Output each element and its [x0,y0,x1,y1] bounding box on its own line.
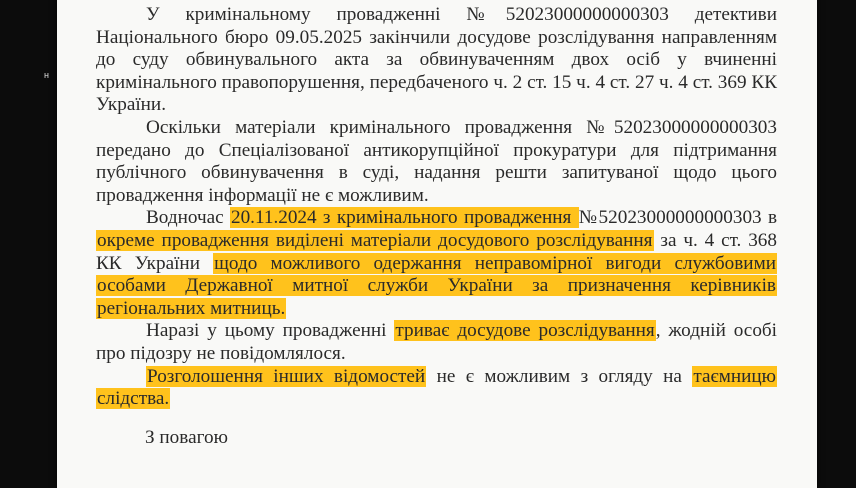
highlighted-separate-proceeding: окреме провадження виділені матеріали досудового розслідування [97,229,653,251]
highlighted-suspected-bribery: щодо можливого одержання неправомірної вигоди службовими особами Державної митної служби України за призначення керівників регіональних митниць. [97,252,776,319]
text-fragment: не є можливим з огляду на [426,365,693,387]
highlighted-disclosure: Розголошення інших відомостей [147,365,426,387]
highlighted-secrecy: таємницю слідства. [97,365,776,410]
text-fragment: №52023000000000303 в [578,207,778,229]
text-fragment: Наразі у цьому провадженні [146,320,395,342]
paragraph-separate-proceeding [96,207,777,320]
text-fragment: за ч. 4 ст. 368 КК України [96,229,777,274]
side-marker: н [44,70,49,80]
paragraph-case-closed: У кримінальному провадженні №52023000000000303 детективи Національного бюро 09.05.2025 закінчили досудове розслідування направленням до суду обвинувального акта за обвинуваченням двох осіб у вчиненні кримінального правопорушення, передбаченого ч. 2 ст. 15 ч. 4 ст. 27 ч. 4 ст. 369 КК України. [96,4,777,116]
highlighted-date: 20.11.2024 з кримінального провадження [230,207,578,229]
highlighted-investigation-ongoing: триває досудове розслідування [395,320,655,342]
paragraph-materials-transferred: Оскільки матеріали кримінального провадження №52023000000000303 передано до Спеціалізованої антикорупційної прокуратури для підтримання публічного обвинувачення в суді, надання решти запитуваної щодо цього провадження інформації не є можливим. [96,116,777,206]
paragraph-secrecy [96,366,777,411]
paragraph-investigation-ongoing [96,320,777,365]
closing-regards: З повагою [145,427,228,448]
letter-body [96,4,777,411]
text-fragment: Водночас [146,207,230,229]
text-fragment: , жодній особі про підозру не повідомлялося. [96,320,778,364]
